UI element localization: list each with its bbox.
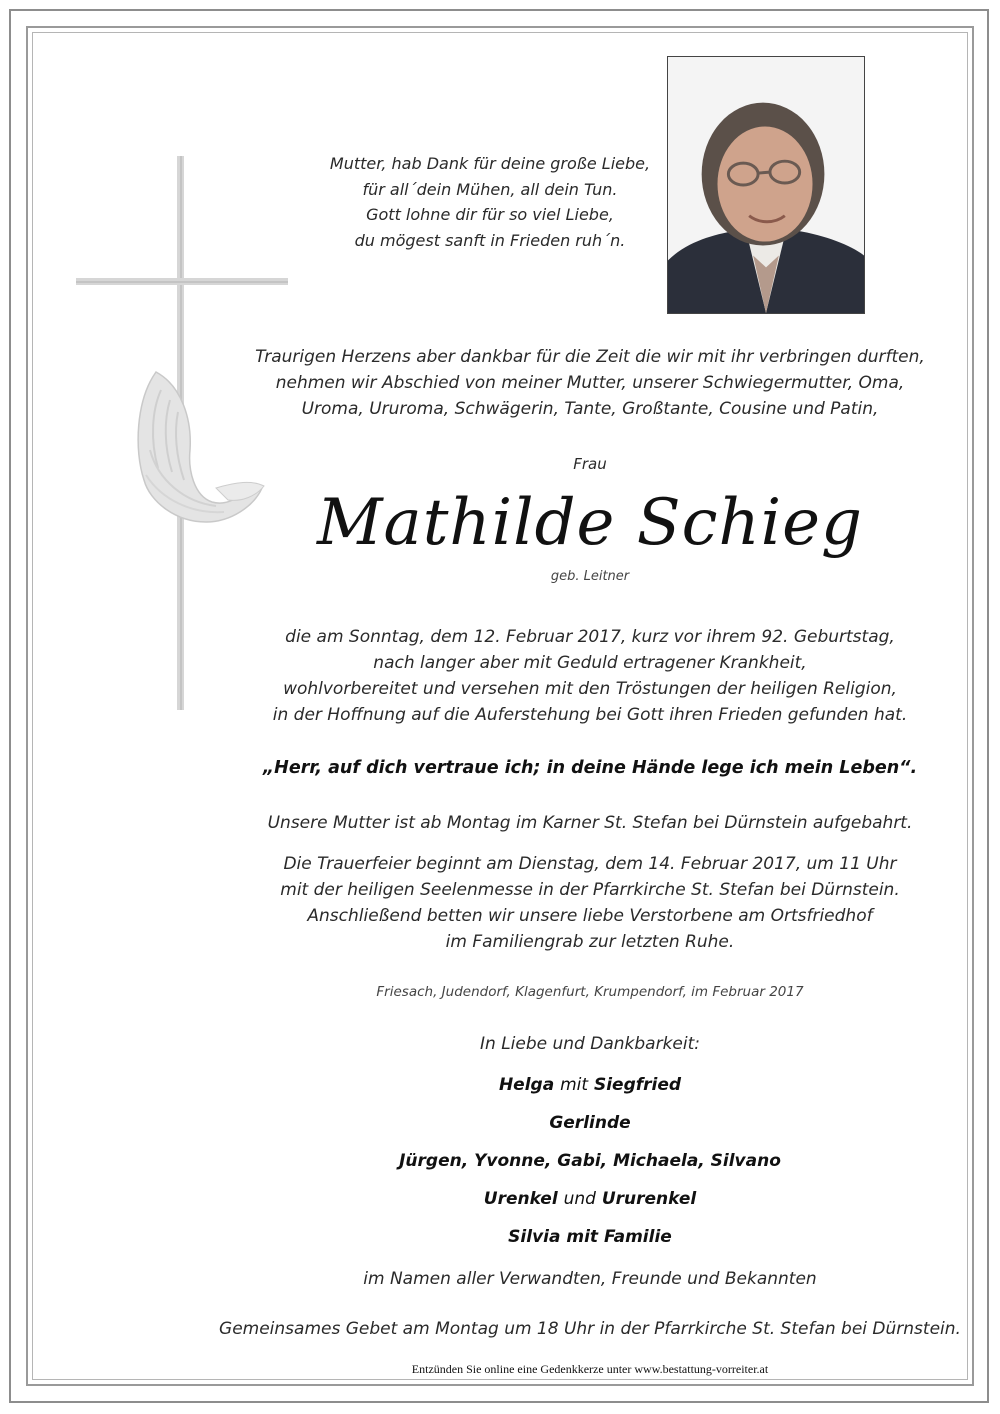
footer-candle-link[interactable]: Entzünden Sie online eine Gedenkkerze unter www.bestattung-vorreiter.at: [411, 1362, 769, 1376]
mourner-gerlinde: Gerlinde: [549, 1113, 631, 1133]
laid-out-notice: Unsere Mutter ist ab Montag im Karner St. Stefan bei Dürnstein aufgebahrt.: [267, 813, 913, 833]
connector-text: und: [563, 1189, 596, 1209]
death-notice-line: nach langer aber mit Geduld ertragener Krankheit,: [373, 653, 807, 673]
funeral-line: mit der heiligen Seelenmesse in der Pfarrkirche St. Stefan bei Dürnstein.: [280, 880, 900, 900]
birth-name: geb. Leitner: [550, 569, 630, 584]
poem-line: du mögest sanft in Frieden ruh´n.: [354, 230, 626, 250]
death-notice: [250, 624, 930, 728]
funeral-line: Die Trauerfeier beginnt am Dienstag, dem 14. Februar 2017, um 11 Uhr: [283, 854, 897, 874]
death-notice-line: wohlvorbereitet und versehen mit den Tröstungen der heiligen Religion,: [283, 679, 897, 699]
bible-quote: „Herr, auf dich vertraue ich; in deine Hände lege ich mein Leben“.: [262, 758, 918, 778]
mourner-name: Urenkel: [483, 1189, 558, 1209]
poem-line: Mutter, hab Dank für deine große Liebe,: [329, 154, 651, 173]
intro-line: Traurigen Herzens aber dankbar für die Zeit die wir mit ihr verbringen durften,: [255, 347, 925, 367]
mourner-great-grandchildren: [300, 1189, 880, 1209]
mourner-grandchildren: Jürgen, Yvonne, Gabi, Michaela, Silvano: [399, 1151, 781, 1171]
intro-line: Uroma, Ururoma, Schwägerin, Tante, Großtante, Cousine und Patin,: [301, 399, 879, 419]
mourner-name: Helga: [498, 1075, 555, 1095]
intro-text: [250, 344, 930, 422]
love-line: In Liebe und Dankbarkeit:: [480, 1034, 700, 1054]
mourner-silvia: Silvia mit Familie: [508, 1227, 672, 1247]
place-date: Friesach, Judendorf, Klagenfurt, Krumpendorf, im Februar 2017: [376, 984, 804, 1000]
funeral-line: Anschließend betten wir unsere liebe Verstorbene am Ortsfriedhof: [307, 906, 873, 926]
salutation: Frau: [573, 455, 607, 473]
funeral-notice: [250, 851, 930, 955]
on-behalf-line: im Namen aller Verwandten, Freunde und Bekannten: [363, 1269, 817, 1289]
death-notice-line: die am Sonntag, dem 12. Februar 2017, kurz vor ihrem 92. Geburtstag,: [285, 627, 895, 647]
funeral-line: im Familiengrab zur letzten Ruhe.: [445, 932, 735, 952]
poem-line: Gott lohne dir für so viel Liebe,: [366, 205, 614, 224]
connector-text: mit: [560, 1075, 589, 1095]
mourner-name: Ururenkel: [601, 1189, 697, 1209]
portrait-photo: [667, 56, 865, 314]
poem: [300, 151, 680, 253]
mourner-name: Siegfried: [593, 1075, 682, 1095]
mourner-helga: [300, 1075, 880, 1095]
prayer-notice: Gemeinsames Gebet am Montag um 18 Uhr in der Pfarrkirche St. Stefan bei Dürnstein.: [219, 1319, 961, 1339]
death-notice-line: in der Hoffnung auf die Auferstehung bei Gott ihren Frieden gefunden hat.: [272, 705, 908, 725]
intro-line: nehmen wir Abschied von meiner Mutter, unserer Schwiegermutter, Oma,: [275, 373, 905, 393]
poem-line: für all´dein Mühen, all dein Tun.: [362, 179, 618, 199]
deceased-name: Mathilde Schieg: [317, 486, 863, 560]
